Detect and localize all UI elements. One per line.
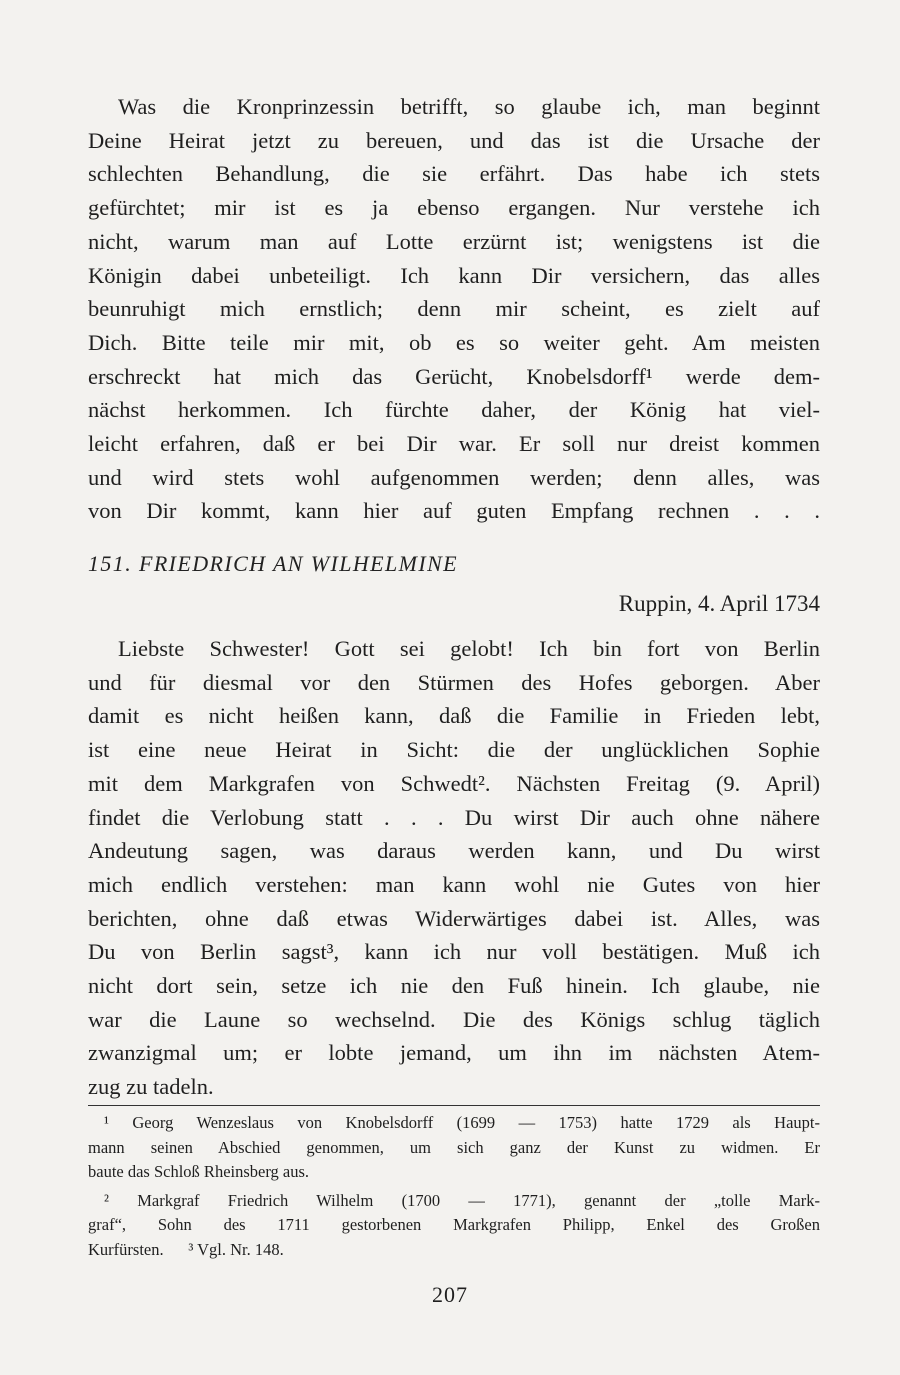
text-line: nicht, warum man auf Lotte erzürnt ist; wenigstens ist die (88, 228, 820, 254)
text-line: berichten, ohne daß etwas Widerwärtiges dabei ist. Alles, was (88, 905, 820, 931)
text-line: Liebste Schwester! Gott sei gelobt! Ich bin fort von Berlin (118, 636, 820, 661)
page-number: 207 (432, 1282, 468, 1307)
text-line: nächst herkommen. Ich fürchte daher, der König hat viel- (88, 397, 820, 423)
text-line: gefürchtet; mir ist es ja ebenso ergangen. Nur verstehe ich (88, 195, 820, 221)
text-line: Andeutung sagen, was daraus werden kann, und Du wirst (88, 838, 820, 864)
letter-dateline: Ruppin, 4. April 1734 (618, 591, 820, 616)
footnote-1 (88, 1111, 820, 1185)
text-line: und für diesmal vor den Stürmen des Hofes geborgen. Aber (88, 669, 820, 695)
text-line: erschreckt hat mich das Gerücht, Knobelsdorff¹ werde dem- (88, 363, 820, 389)
text-line: mich endlich verstehen: man kann wohl nie Gutes von hier (88, 871, 820, 897)
text-line: und wird stets wohl aufgenommen werden; denn alles, was (88, 464, 820, 490)
footnote-line: baute das Schloß Rheinsberg aus. (88, 1162, 310, 1182)
text-line: findet die Verlobung statt . . . Du wirst Dir auch ohne nähere (88, 804, 820, 830)
footnote-line: ¹ Georg Wenzeslaus von Knobelsdorff (1699 — 1753) hatte 1729 als Haupt- (104, 1113, 820, 1132)
text-line: Deine Heirat jetzt zu bereuen, und das ist die Ursache der (88, 127, 820, 153)
text-line: beunruhigt mich ernstlich; denn mir scheint, es zielt auf (88, 296, 820, 322)
text-line: mit dem Markgrafen von Schwedt². Nächsten Freitag (9. April) (88, 770, 820, 796)
footnote-2 (88, 1189, 820, 1263)
text-line: zwanzigmal um; er lobte jemand, um ihn im nächsten Atem- (88, 1040, 820, 1066)
paragraph-continuation (88, 90, 820, 528)
footnotes (88, 1111, 820, 1263)
text-line: Königin dabei unbeteiligt. Ich kann Dir versichern, das alles (88, 262, 820, 288)
footnote-divider (88, 1105, 820, 1106)
footnote-line: mann seinen Abschied genommen, um sich ganz der Kunst zu widmen. Er (88, 1137, 820, 1157)
text-line: leicht erfahren, daß er bei Dir war. Er soll nur dreist kommen (88, 431, 820, 457)
text-line: von Dir kommt, kann hier auf guten Empfang rechnen . . . (88, 498, 820, 524)
text-line: war die Laune so wechselnd. Die des Königs schlug täglich (88, 1006, 820, 1032)
text-line: zug zu tadeln. (88, 1074, 214, 1100)
letter-body (88, 632, 820, 1104)
footnote-line: Kurfürsten. ³ Vgl. Nr. 148. (88, 1239, 284, 1259)
text-line: Dich. Bitte teile mir mit, ob es so weiter geht. Am meisten (88, 329, 820, 355)
text-line: damit es nicht heißen kann, daß die Familie in Frieden lebt, (88, 703, 820, 729)
text-line: Was die Kronprinzessin betrifft, so glaube ich, man beginnt (118, 94, 820, 119)
text-line: ist eine neue Heirat in Sicht: die der unglücklichen Sophie (88, 737, 820, 763)
text-line: schlechten Behandlung, die sie erfährt. Das habe ich stets (88, 161, 820, 187)
letter-heading: 151. FRIEDRICH AN WILHELMINE (88, 551, 458, 576)
text-line: nicht dort sein, setze ich nie den Fuß hinein. Ich glaube, nie (88, 973, 820, 999)
footnote-line: graf“, Sohn des 1711 gestorbenen Markgrafen Philipp, Enkel des Großen (88, 1215, 820, 1235)
text-line: Du von Berlin sagst³, kann ich nur voll bestätigen. Muß ich (88, 939, 820, 965)
footnote-line: ² Markgraf Friedrich Wilhelm (1700 — 1771), genannt der „tolle Mark- (104, 1190, 820, 1210)
